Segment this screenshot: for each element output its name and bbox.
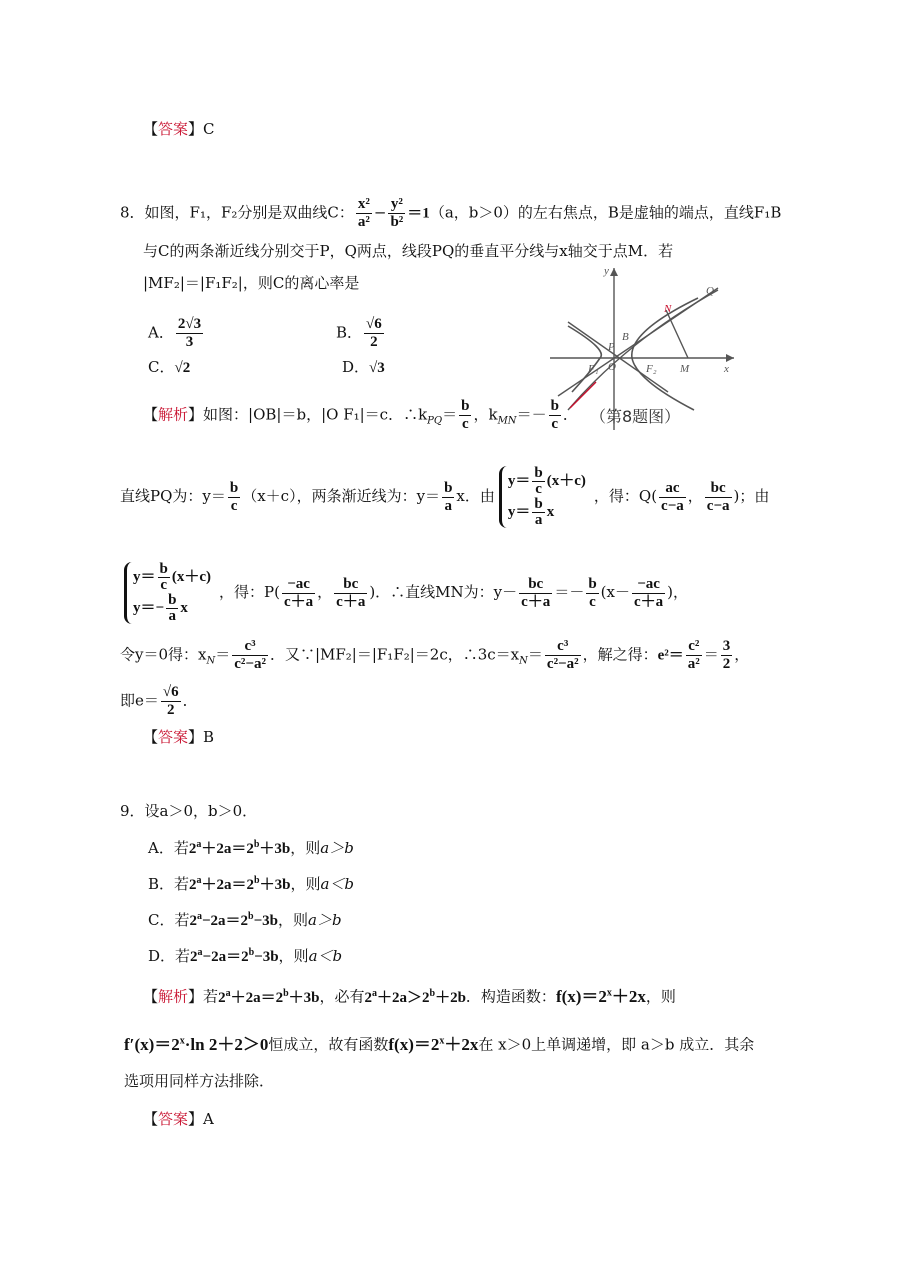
q8-option-d: D．√3 xyxy=(342,358,385,376)
q8-option-a: A． $\frac{2√3}{3}$ xyxy=(148,316,202,350)
left-branch xyxy=(568,326,601,392)
q8-analysis-line2: 直线PQ为：y＝ $\frac{b}{c}$ （x＋c），两条渐近线为：y＝ $\frac{b}{a}$ x．由 y＝ $\frac{b}{c}$ (x＋c) y＝ $\frac{b}{a}$ x ，得：Q( $\frac{ac}{c-a}$ ， $\frac{bc}{c-a}$ )；由 xyxy=(120,465,770,528)
q9-analysis-line2: $f'(x)=2^x\cdot\ln$ 2＋2＞0恒成立，故有函数$f(x)=2^x+2x$在 x＞0上单调递增，即 a＞b 成立．其余 xyxy=(124,1034,755,1054)
label-o: O xyxy=(608,361,616,373)
q8-stem-line1: 8．如图，F₁，F₂分别是双曲线C： $\frac{\text{x²}}{\text{a²}}$ − $\frac{\text{y²}}{\text{b²}}$ ＝1（a，b＞0）的左右焦点，B是虚轴的端点，直线F₁B xyxy=(120,196,782,230)
q9-option-d: D．若$2^a-2a=2^b-3b$，则a＜b xyxy=(148,947,343,965)
q9-answer: 【答案】A xyxy=(143,1110,214,1128)
label-x: x xyxy=(724,363,729,375)
perpendicular-bisector xyxy=(666,310,688,358)
q8-stem-line2: 与C的两条渐近线分别交于P，Q两点，线段PQ的垂直平分线与x轴交于点M．若 xyxy=(143,242,674,260)
q8-answer: 【答案】B xyxy=(143,728,215,746)
q9-option-a: A．若$2^a+2a=2^b+3b$，则a＞b xyxy=(148,839,354,857)
label-f2: F₂ xyxy=(646,363,657,375)
q9-stem: 9．设a＞0，b＞0． xyxy=(120,802,258,820)
q9-analysis-line1: 【解析】若$2^a+2a=2^b+3b$，必有$2^a+2a>2^b+2b$．构造函数：$f(x)=2^x+2x$，则 xyxy=(143,986,676,1006)
q8-stem-line3: |MF₂|＝|F₁F₂|，则C的离心率是 xyxy=(143,274,360,292)
q8-analysis-line5: 即e＝ $\frac{√6}{2}$ ． xyxy=(120,684,198,718)
label-q: Q xyxy=(706,285,714,297)
q9-option-b: B．若$2^a+2a=2^b+3b$，则a＜b xyxy=(148,875,355,893)
q7-answer: 【答案】C xyxy=(143,120,215,138)
q8-option-b: B． $\frac{√6}{2}$ xyxy=(336,316,382,350)
system-q: y＝ $\frac{b}{c}$ (x＋c) y＝ $\frac{b}{a}$ x xyxy=(499,466,590,528)
label-y: y xyxy=(604,265,609,277)
answer-tag: 答案 xyxy=(158,120,189,138)
hyperbola-y-term: $\frac{\text{y²}}{\text{b²}}$ xyxy=(390,196,404,230)
line-f1b xyxy=(568,290,718,410)
system-p: y＝ $\frac{b}{c}$ (x＋c) y＝− $\frac{b}{a}$ x xyxy=(124,562,215,624)
label-m: M xyxy=(680,363,690,375)
label-f1: F₁ xyxy=(588,363,599,375)
q9-option-c: C．若$2^a-2a=2^b-3b$，则a＞b xyxy=(148,911,342,929)
label-b: B xyxy=(622,331,629,343)
label-p: P xyxy=(608,341,615,353)
figure-caption: （第8题图） xyxy=(590,407,681,426)
label-n: N xyxy=(664,303,672,315)
q9-analysis-line3: 选项用同样方法排除． xyxy=(124,1072,275,1090)
q8-analysis-line3: y＝ $\frac{b}{c}$ (x＋c) y＝− $\frac{b}{a}$ x ，得：P( $\frac{-ac}{c+a}$ ， $\frac{bc}{c+a}$ )．∴直线MN为：y－ $\frac{bc}{c+a}$ ＝－ $\frac{b}{c}$ (x－ $\frac{-ac}{c+a}$ )， xyxy=(120,562,688,624)
hyperbola-x-term: $\frac{\text{x²}}{\text{a²}}$ xyxy=(357,196,370,230)
q8-option-c: C．√2 xyxy=(148,358,191,376)
q8-analysis-line1: 【解析】如图：|OB|＝b，|O F₁|＝c．$\therefore k_{PQ}=$ $\frac{b}{c}$ ，$k_{MN}=-$ $\frac{b}{c}$ ． xyxy=(143,398,578,432)
q8-analysis-line4: 令y＝0得：$x_N=$ $\frac{\text{c³}}{\text{c²−a²}}$ ．又∵|MF₂|＝|F₁F₂|＝2c，$\therefore 3c=x_N=$ $\frac{\text{c³}}{\text{c²−a²}}$ ，解之得：e²＝ $\frac{\text{c²}}{\text{a²}}$ ＝ $\frac{3}{2}$ ， xyxy=(120,638,750,672)
